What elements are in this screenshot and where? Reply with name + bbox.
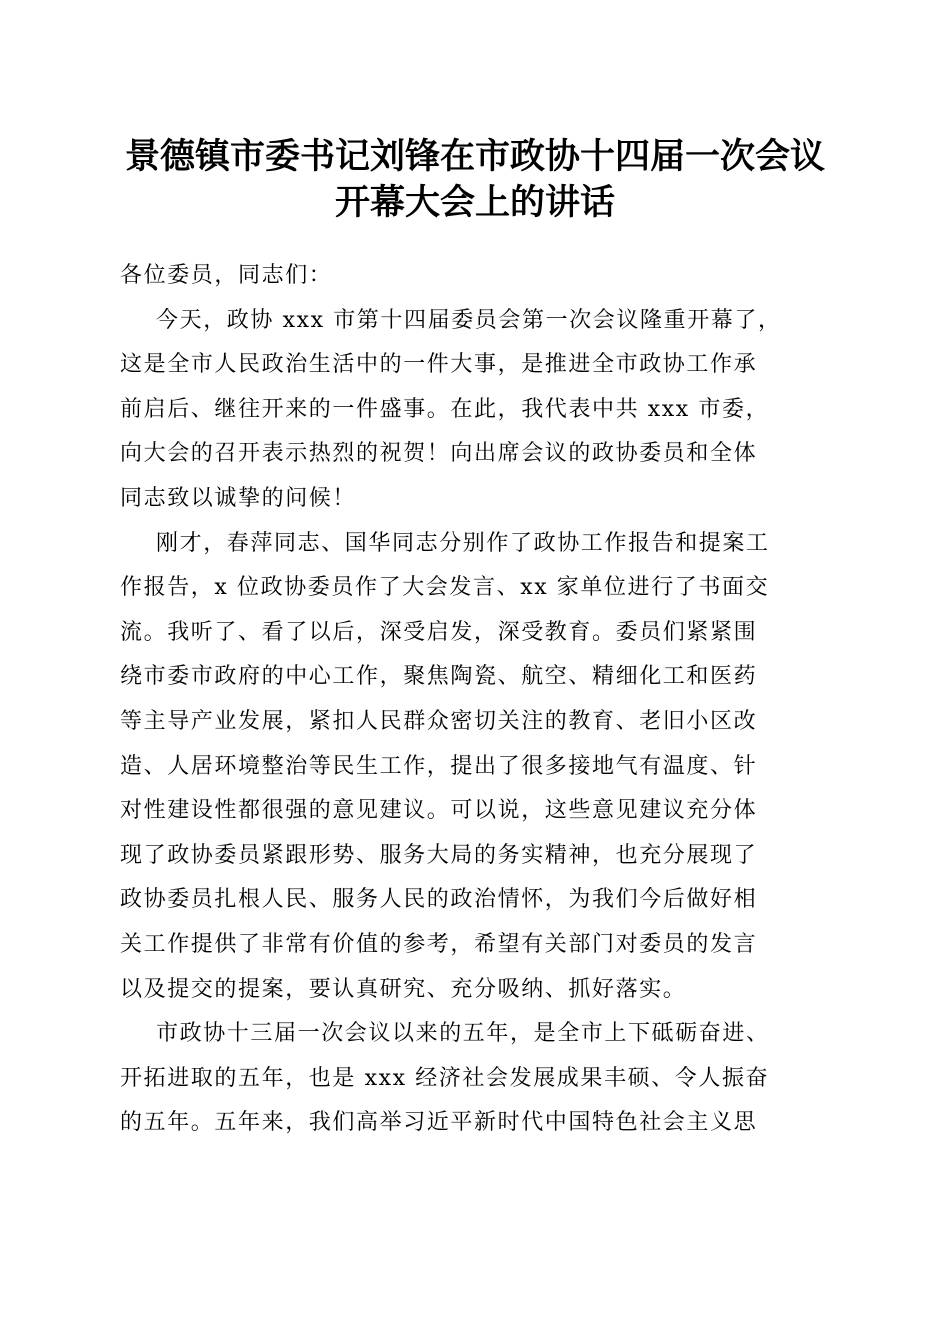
salutation: 各位委员，同志们：	[120, 263, 333, 288]
paragraph-line: 流。我听了、看了以后，深受启发，深受教育。委员们紧紧围	[120, 619, 758, 645]
paragraph-3	[120, 1012, 830, 1146]
document-title	[100, 134, 850, 226]
paragraph-1	[120, 299, 830, 522]
paragraph-line: 前启后、继往开来的一件盛事。在此，我代表中共 xxx 市委，	[120, 396, 770, 422]
paragraph-line: 向大会的召开表示热烈的祝贺！向出席会议的政协委员和全体	[120, 441, 758, 467]
paragraph-line: 开拓进取的五年，也是 xxx 经济社会发展成果丰硕、令人振奋	[120, 1065, 770, 1091]
paragraph-line: 现了政协委员紧跟形势、服务大局的务实精神，也充分展现了	[120, 842, 758, 868]
paragraph-line: 的五年。五年来，我们高举习近平新时代中国特色社会主义思	[120, 1110, 758, 1136]
paragraph-line: 造、人居环境整治等民生工作，提出了很多接地气有温度、针	[120, 753, 758, 779]
title-line-2: 开幕大会上的讲话	[334, 182, 615, 223]
document-body	[120, 254, 830, 1146]
paragraph-line: 同志致以诚挚的问候！	[120, 485, 357, 511]
paragraph-line: 等主导产业发展，紧扣人民群众密切关注的教育、老旧小区改	[120, 708, 758, 734]
paragraph-line: 这是全市人民政治生活中的一件大事，是推进全市政协工作承	[120, 352, 758, 378]
title-line-1: 景德镇市委书记刘锋在市政协十四届一次会议	[124, 136, 825, 177]
paragraph-line: 政协委员扎根人民、服务人民的政治情怀，为我们今后做好相	[120, 887, 758, 913]
paragraph-line: 刚才，春萍同志、国华同志分别作了政协工作报告和提案工	[156, 530, 770, 556]
paragraph-line: 绕市委市政府的中心工作，聚焦陶瓷、航空、精细化工和医药	[120, 664, 758, 690]
paragraph-line: 对性建设性都很强的意见建议。可以说，这些意见建议充分体	[120, 798, 758, 824]
paragraph-line: 市政协十三届一次会议以来的五年，是全市上下砥砺奋进、	[156, 1021, 770, 1047]
paragraph-line: 今天，政协 xxx 市第十四届委员会第一次会议隆重开幕了，	[156, 307, 782, 333]
paragraph-line: 关工作提供了非常有价值的参考，希望有关部门对委员的发言	[120, 931, 758, 957]
paragraph-line: 作报告，x 位政协委员作了大会发言、xx 家单位进行了书面交	[120, 575, 770, 601]
paragraph-2	[120, 522, 830, 1013]
paragraph-line: 以及提交的提案，要认真研究、充分吸纳、抓好落实。	[120, 976, 687, 1002]
